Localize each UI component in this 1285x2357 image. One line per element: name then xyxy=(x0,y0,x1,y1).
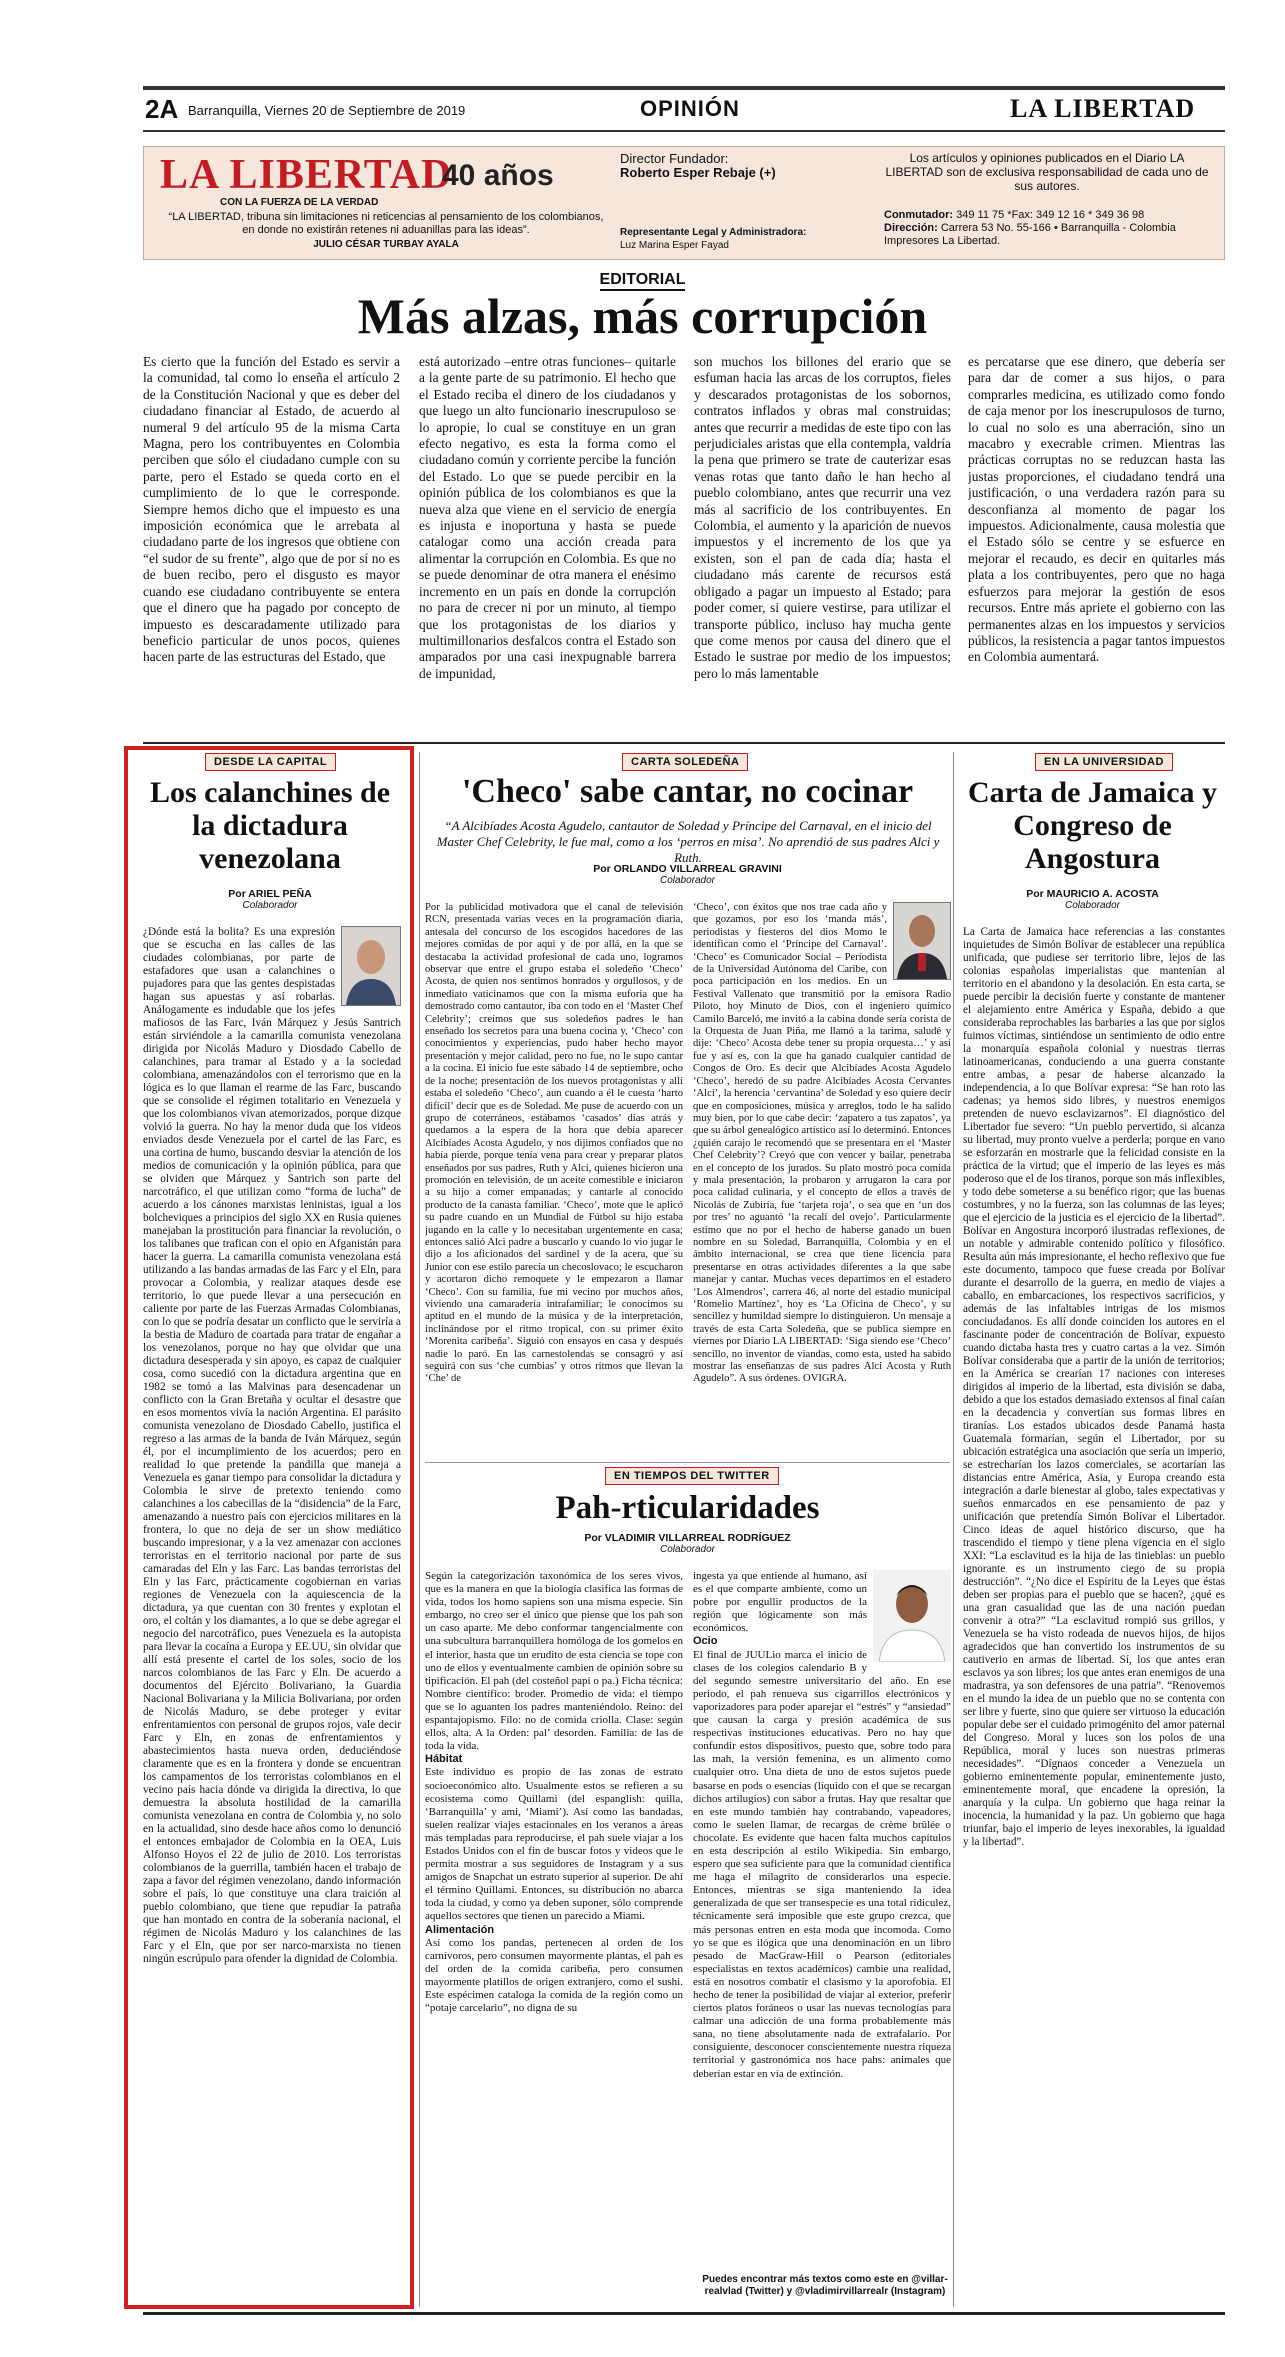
right-article-body xyxy=(963,926,1225,2306)
center-article-title: 'Checo' sabe cantar, no cocinar xyxy=(461,773,914,810)
twitter-article-col-1 xyxy=(425,1570,683,2306)
editorial-column-1 xyxy=(143,354,400,735)
twitter-text-1: Según la categorización taxonómica de los seres vivos, que es la manera en que la biología clasifica las formas de vida, todos los homo sapiens son una misma especie. Sin embargo, no creo ser el único que piense que los pah son un caso aparte. Me debo conformar tangencialmente con una subcultura barranquillera homóloga de los gomelos en el interior, hasta que un erudito de esta ciencia se tope con uno de ellos y eventualmente cambien de opinión sobre su tipificación. El pah (del costeñol papi o pa.) Ficha técnica: Nombre científico: broder. Promedio de vida: el tiempo que se lo aguanten los padres manteniéndolo. Reino: del espantajopismo. Filo: no de comida criolla. Clase: según ellos, alta. A la Orden: pal’ desorden. Familia: de las de toda la vida. xyxy=(425,1570,683,1753)
right-byline-author: Por MAURICIO A. ACOSTA xyxy=(1026,888,1159,900)
author-portrait-icon xyxy=(873,1570,951,1662)
center-byline-role: Colaborador xyxy=(659,875,716,886)
center-article-text-2: ‘Checo’, con éxitos que nos trae cada año y que gozamos, por eso los ‘manda más’, periodistas y fiesteros del dios Momo le identifican como el ‘Príncipe del Carnaval’. ‘Checo’ es Comunicador Social – Periodista de la Universidad Autónoma del Caribe, con poca participación en los medios. En un Festival Vallenato que transmitió por la emisora Radio Piloto, hoy Minuto de Dios, con el ingeniero químico Camilo Barceló, me invitó a la cabina donde sería corista de la Orquesta de Juan Piña, me llamó a la tarima, saludé y dije: ‘Checo’ Acosta debe tener su propia orquesta…’ y así fue y así es, con la que ha ganado cualquier cantidad de Congos de Oro. Es decir que Alcibíades Acosta Agudelo ‘Checo’, heredó de su padre Alcibíades Acosta Cervantes ‘Alci’, la herencia ‘cervantina’ de Soledad y eso quiere decir que en composiciones, música y arreglos, todo le ha salido muy bien, por lo que cabe decir: ‘zapatero a tus zapatos’, ya que su árbol genealógico artístico así lo determinó. Entonces ¿quién carajo le recomendó que se presentara en el ‘Master Chef Celebrity’? Creyó que con vencer y bailar, penetraba en el concepto de los jurados. Su plato mostró poca comida y mala presentación, la probaron y arrugaron la cara por poca calidad culinaria, y el concepto de ellos a través de Nicolás de Zubiría, fue ‘tarjeta roja’, o sea que en ‘un dos por tres’ no aguantó ‘la recalí del ovejo’. Particularmente estimo que no por el hecho de haberse ganado un buen nombre en su Soledad, Barranquilla, Colombia y en el ámbito internacional, se crea que tiene licencia para presentarse en otras actividades diferentes a la que sabe manejar y cantar. Muchas veces departimos en el estadero ‘Los Almendros’, carrera 46, al norte del estadio municipal ‘Romelio Martínez’, hoy es ‘La Oficina de Checo’, y su sencillez y humildad siempre lo distinguieron. Un mensaje a través de esta Carta Soledeña, que se publica siempre en viernes por Diario LA LIBERTAD: ‘Siga siendo ese ‘Checo’ sencillo, no inventor de viandas, como esta, usted ha sabido mostrar las enseñanzas de sus padres Alci Acosta y Ruth Agudelo”. A sus órdenes. OVIGRA. xyxy=(693,902,951,1385)
right-article-text: La Carta de Jamaica hace referencias a las constantes inquietudes de Simón Bolívar de establecer una república unificada, que pudiese ser territorio libre, lejos de las colonias españolas imperialistas que mantenían al territorio en el abandono y la desolación. En esta carta, se puede percibir la decisión fuerte y constante de mantener el alejamiento entre América y España, debido a que consideraba reprochables las barbaries a las que por siglos fuimos víctimas, sintiéndose un sentimiento de odio entre la monarquía española colonial y nuestras tierras latinoamericanas, conduciendo a una guerra constante entre ambas, a pesar de haberse alcanzado la independencia, a lo que Bolívar expresa: “Se han roto las cadenas; ya hemos sido libres, y nuestros enemigos pretenden de nuevo esclavizarnos”. El diagnóstico del Libertador fue severo: “Un pueblo pervertido, si alcanza su libertad, muy pronto vuelve a perderla; porque en vano se esforzarán en mostrarle que la felicidad consiste en la práctica de la virtud; que el imperio de las leyes es más poderoso que el de los tiranos, porque son más inflexibles, y todo debe someterse a su benéfico rigor; que las buenas costumbres, y no la fuerza, son las columnas de las leyes; que el ejercicio de la justicia es el ejercicio de la libertad”. Bolívar en Angostura incorporó ilustradas reflexiones, de un notable y admirable contenido político y filosófico. Resulta aún más impresionante, el hecho reflexivo que fue este documento, tampoco que fuese creada por Bolívar durante el desarrollo de la guerra, en medio de viajes a caballo, en embarcaciones, los respectivos sacrificios, y además de las infaltables intrigas de los mismos conciudadanos. Es allí donde coinciden los autores en el fascinante poder de concentración de Bolívar, expuesto cuando dictaba hasta tres y cuatro cartas a la vez. Simón Bolívar consideraba que a partir de la unión de territorios; en la América se crearían 17 naciones con intereses dirigidos al imperio de la libertad, esta división se daba, debido a que los estados demasiado extensos al final caían en la decadencia y convertían sus formas libres en tiranías. Los estados ubicados desde Panamá hasta Guatemala formarían, según el Libertador, por su ubicación estratégica una asociación que sería un imperio, se estrecharían los lazos comerciales, se acortarían las distancias entre América, Asia, y Europa creando esta integración a darle bienestar al globo, tales expectativas y sueños enmarcados en ese pensamiento de paz y unificación que pretendía Simón Bolívar el Libertador. Cinco ideas de aquel histórico discurso, que ha trascendido el tiempo y tiene plena vigencia en el siglo XXI: “La esclavitud es la hija de las tinieblas: un pueblo ignorante es un instrumento ciego de su propia destrucción”. “¿No dice el Espíritu de la Leyes que éstas deben ser propias para el pueblo que se hacen?, ¿qué es una gran casualidad que las de una nación puedan convenir a otra?” “La esclavitud rompió sus grillos, y Venezuela se ha visto rodeada de nuevos hijos, de hijos agradecidos que han convertido los instrumentos de su cautiverio en armas de libertad. Sí, los que antes eran esclavos ya son libres; los que antes eran enemigos de una madrastra, ya son defensores de una patria”. “Renovemos en el mundo la idea de un pueblo que no se contenta con ser libre y fuerte, sino que quiere ser virtuoso la educación popular debe ser el cuidado primogénito del amor paternal del Congreso. Moral y luces son los polos de una República, moral y luces son nuestras primeras necesidades”. “Dígnaos conceder a Venezuela un gobierno eminentemente popular, eminentemente justo, eminentemente moral, que encadene la opresión, la anarquía y la culpa. Un gobierno que haga reinar la inocencia, la humanidad y la paz. Un gobierno que haga triunfar, bajo el imperio de leyes inexorables, la igualdad y la libertad”. xyxy=(963,926,1225,1848)
top-rule xyxy=(143,86,1225,90)
center-deck: “A Alcibíades Acosta Agudelo, cantautor de Soledad y Príncipe del Carnaval, en el inicio del Master Chef Celebrity, le fue mal, como a los ‘perros en misa’. No aprendió de sus padres Alci y Ruth. xyxy=(436,818,940,865)
twitter-subhead-habitat: Hábitat xyxy=(425,1753,463,1766)
center-article-col-1 xyxy=(425,902,683,1455)
issue-date: Barranquilla, Viernes 20 de Septiembre de 2019 xyxy=(188,103,466,118)
editorial-text-1: Es cierto que la función del Estado es servir a la comunidad, tal como lo enseña el artículo 2 de la Constitución Nacional y que es deber del ciudadano financiar al Estado, de acuerdo al numeral 9 del artículo 95 de la misma Carta Magna, pero los contribuyentes en Colombia perciben que sólo el ciudadano cumple con su parte, pero el Estado se queda corto en el cumplimiento de lo que le corresponde. Siempre hemos dicho que el impuesto es una imposición económica que le arrebata al ciudadano parte de los ingresos que obtiene con “el sudor de su frente”, algo que de por sí no es de buen recibo, pero el disgusto es mayor cuando ese ciudadano contribuyente se entera que el dinero que ha pagado por concepto de impuesto es descaradamente utilizado para beneficio particular de unos pocos, quienes hacen parte de las estructuras del Estado, que xyxy=(143,354,400,665)
center-byline xyxy=(425,863,950,886)
director-name: Roberto Esper Rebaje (+) xyxy=(620,165,776,180)
direccion-label: Dirección: xyxy=(884,222,938,234)
impresores: Impresores La Libertad. xyxy=(884,235,1001,247)
right-byline xyxy=(960,888,1225,911)
section-name: OPINIÓN xyxy=(640,96,740,121)
center-author-photo xyxy=(893,902,951,980)
twitter-text-1c: Así como los pandas, pertenecen al orden de los carnívoros, pero consumen mayormente plantas, el pah es del orden de la comida caribeña, pero consumen mayormente platillos de origen extranjero, como el sushi. Este espécimen cataloga la comida de la región como un “potaje carcelario”, no digna de su xyxy=(425,1936,683,2015)
editorial-bottom-rule xyxy=(143,742,1225,744)
left-kicker: DESDE LA CAPITAL xyxy=(205,753,336,771)
column-divider-left xyxy=(419,752,420,2307)
masthead-disclaimer: Los artículos y opiniones publicados en el Diario LA LIBERTAD son de exclusiva responsabilidad de cada uno de sus autores. xyxy=(885,151,1209,193)
brand-name: LA LIBERTAD xyxy=(1010,94,1196,123)
editorial-text-4: es percatarse que ese dinero, que debería ser para dar de comer a sus hijos, o para comprarles medicina, es utilizado como fondo de caja menor por los inescrupulosos de turno, lo cual no solo es una aberración, sino un macabro y execrable crimen. Mientras las prácticas corruptas no se reduzcan hasta las justas proporciones, el ciudadano tendrá una justificación, o una verdadera razón para su desconfianza al momento de pagar los impuestos. Adicionalmente, causa molestia que el Estado sólo se centre y se esfuerce en mejorar el recaudo, es decir en quitarles más plata a los contribuyentes, pero que no haga esfuerzos para mejorar la gestión de esos recursos. Entre más apriete el gobierno con las permanentes alzas en los impuestos y servicios públicos, la resistencia a pagar tantos impuestos en Colombia aumentará. xyxy=(968,354,1225,665)
center-article-text-1: Por la publicidad motivadora que el canal de televisión RCN, presentada varias veces en la programación diaria, antesala del concurso de los escogidos hacedores de las mejores comidas de por aquí y de por allá, en la que se destacaba la actividad profesional de cada uno, logramos observar que entre el grupo estaba el soledeño ‘Checo’ Acosta, de quien nos sentimos honrados y orgullosos, y de inmediato vaticinamos que con la misma euforia que ha demostrado como cantautor, iba con todo en el ‘Master Chef Celebrity’; creímos que sus soledeños padres le han enseñado los secretos para una buena cocina y, ‘Checo’ con conocimientos y experiencias, pudo haber hecho mayor presentación y mejor calidad, pero no fue, no le supo cantar a la cocina. El inicio fue este sábado 14 de septiembre, ocho de la noche; presentación de los nuevos protagonistas y allí estaba el soledeño ‘Checo’, aun cuando a él le cuesta ‘harto difícil’ decir que es de Soledad. Me puse de acuerdo con un grupo de coterráneos, estábamos ‘casados’ días atrás y quedamos a la espera de la hora que debía aparecer Alcibíades Acosta Agudelo, y nos dijimos confiados que no había pierde, porque tenía vena para crear y preparar platos enseñados por sus padres, Ruth y Alci, quienes hicieron una promoción en televisión, de un aceite comestible e iniciaron a su hijo a comer empanadas; y cantarle al conocido producto de la canasta familiar. ‘Checo’, mote que le aplicó su padre cuando en un Mundial de Fútbol su hijo estaba jugando en la calle y lo necesitaban urgentemente en casa; entonces salió Alci padre a buscarlo y cuando lo vio jugar le dijo a los aficionados del sardinel y de la acera, que su Junior con ese estilo parecía un checoslovaco; le escucharon y acortaron dicho remoquete y le empezaron a llamar ‘Checo’. Con su familia, fue mi vecino por muchos años, viviendo una camaradería intrafamiliar; le conocimos su aptitud en el mundo de la música y de la interpretación, inclinándose por el ritmo tropical, con su primer éxito ‘Morenita caribeña’. Siguió con ensayos en casa y después nadie lo paró. En las carnestolendas se consagró y así seguirá con sus ‘che cumbias’ y otros ritmos que llevan la ‘Che’ de xyxy=(425,902,683,1385)
masthead-quote: “LA LIBERTAD, tribuna sin limitaciones ni reticencias al pensamiento de los colombianos, en donde no existirán retenes ni aduanillas para las ideas”. xyxy=(168,211,604,236)
left-article-title: Los calanchines de la dictadura venezolana xyxy=(149,776,391,875)
rep-label: Representante Legal y Administradora: xyxy=(620,227,807,238)
twitter-article-title: Pah-rticularidades xyxy=(555,1490,820,1526)
masthead-quote-author: JULIO CÉSAR TURBAY AYALA xyxy=(313,239,459,250)
center-byline-author: Por ORLANDO VILLARREAL GRAVINI xyxy=(593,863,782,875)
editorial-column-2 xyxy=(419,354,676,735)
masthead-contact xyxy=(884,209,1214,248)
page-bottom-rule xyxy=(143,2312,1225,2315)
conmutador-label: Conmutador: xyxy=(884,209,954,221)
masthead-logo: LA LIBERTAD xyxy=(160,152,453,198)
direccion-value: Carrera 53 No. 55-166 • Barranquilla - Colombia xyxy=(940,222,1176,234)
editorial-title: Más alzas, más corrupción xyxy=(357,288,928,344)
center-article-col-2 xyxy=(693,902,951,1455)
twitter-footer-note: Puedes encontrar más textos como este en @villar-realvlad (Twitter) y @vladimirvillarrealr (Instagram) xyxy=(702,2274,948,2297)
twitter-kicker: EN TIEMPOS DEL TWITTER xyxy=(605,1467,779,1485)
editorial-text-3: son muchos los billones del erario que se esfuman hacia las arcas de los corruptos, fieles y descarados protagonistas de los sobornos, contratos inflados y obras mal construidas; antes que recurrir a medidas de este tipo con las perjudiciales aristas que ella contempla, valdría la pena que primero se trate de cauterizar esas venas rotas que tanto daño le han hecho al pueblo colombiano, antes que recurrir una vez más al sacrificio de los contribuyentes. En Colombia, el aumento y la aparición de nuevos impuestos y el incremento de los que ya existen, son el pan de cada día; hasta el ciudadano más carente de recursos está obligado a pagar un impuesto al Estado; para poder comer, si quiere vestirse, para utilizar el transporte público, incluso hay mucha gente que come menos por causa del dinero que el Estado le sustrae por medio de los impuestos; pero lo más lamentable xyxy=(694,354,951,681)
editorial-label-text: EDITORIAL xyxy=(600,271,686,291)
left-byline-author: Por ARIEL PEÑA xyxy=(228,888,312,900)
twitter-text-2b: El final de JUULio marca el inicio de clases de los colegios calendario B y del segundo semestre universitario del año. En ese periodo, el pah renueva sus cigarrillos electrónicos y vaporizadores para poder aparejar el “estrés” y “ansiedad” que causan la carga y presión académica de sus respectivas instituciones educativas. Pero no hay que confundir estos dispositivos, puesto que, sobre todo para las mah, la versión femenina, es un alimento como cualquier otro. Una dieta de uno de estos sujetos puede basarse en pods o esencias (líquido con el que se recargan dichos artilugios) con sabor a frutas. Hay que resaltar que en este mundo también hay contrabando, vapeadores, como le suelen llamar, de recargas de crème brûlée o chocolate. Es evidente que hacen falta muchos capítulos en esta descripción al estilo Wikipedia. Sin embargo, espero que sea suficiente para que la comunidad científica me haga el milagrito de considerarlos una especie. Entonces, mientras se siga manteniendo la idea generalizada de que ser transespecie es una total ridiculez, técnicamente será imposible que este grupo crezca, que más personas entren en esta moda que incomoda. Como yo se que es ilógica que una denominación en un libro pesado de MacGraw-Hill o Pearson (editoriales especialistas en textos académicos) cambie una realidad, está en nosotros combatir el clasismo y la aporofobia. El hecho de tener la posibilidad de viajar al exterior, preferir ciertos platos foráneos o usar las nuevas tecnologías para calmar una adicción de una forma probablemente más sana, no tiene absolutamente nada de extrafalario. Por consiguiente, desconocer conscientemente nuestra riqueza territorial y gastronómica nos hace pahs: animales que deberían estar en vía de extinción. xyxy=(693,1648,951,2080)
twitter-byline-author: Por VLADIMIR VILLARREAL RODRÍGUEZ xyxy=(584,1532,791,1544)
editorial-text-2: está autorizado –entre otras funciones– quitarle a la gente parte de su patrimonio. El hecho que el Estado reciba el dinero de los ciudadanos y que luego un alto funcionario inescrupuloso se lo apropie, lo cual se constituye en un gran efecto negativo, es esta la forma como el ciudadano común y corriente percibe la función del Estado. Lo que se puede percibir en la opinión pública de los colombianos es que la nueva alza que viene en el servicio de energía es injusta e inoportuna y hasta se puede catalogar como una acción creada para alimentar la corrupción en Colombia. Es que no se puede denominar de otra manera el enésimo incremento en un país en donde la corrupción no para de crecer ni por un minuto, al tiempo que los protagonistas de los diarios y multimillonarios desfalcos contra el Estado son amparados por una casi inexpugnable barrera de impunidad, xyxy=(419,354,676,681)
twitter-byline xyxy=(425,1532,950,1555)
center-kicker: CARTA SOLEDEÑA xyxy=(622,753,748,771)
masthead-slogan: CON LA FUERZA DE LA VERDAD xyxy=(220,197,379,208)
right-byline-role: Colaborador xyxy=(1064,900,1121,911)
twitter-subhead-alimentacion: Alimentación xyxy=(425,1923,495,1936)
author-portrait-icon xyxy=(342,927,400,1005)
right-article-title: Carta de Jamaica y Congreso de Angostura xyxy=(967,776,1218,875)
left-article-text: ¿Dónde está la bolita? Es una expresión que se escucha en las calles de las ciudades colombianas, por parte de estafadores que usan a calanchines o pujadores para que las gentes despistadas hagan sus apuestas y así robarlas. Análogamente es indudable que los jefes mafiosos de las Farc, Iván Márquez y Jesús Santrich están sirviéndole a la camarilla comunista venezolana dirigida por Nicolás Maduro y Diosdado Cabello de calanchines, para tramar al Estado y a la sociedad colombiana, amenazándolos con el terrorismo que en la lógica es lo que llaman el rearme de las Farc, buscando que se consolide el régimen totalitario en Venezuela y que los colombianos vivan atemorizados, porque dizque volvió la guerra. No hay la menor duda que los videos enviados desde Venezuela por el cartel de las Farc, es una cortina de humo, buscando desviar la atención de los medios de comunicación y la opinión pública, para que se olviden que Márquez y Santrich son parte del narcotráfico, el que utilizan como “forma de lucha” de acuerdo a los cánones marxistas leninistas, igual a los bolcheviques a principios del siglo XX en Rusia quienes manejaban la prostitución para financiar la revolución, o los talibanes que trafican con el opio en Afganistán para hacer la guerra. La camarilla comunista venezolana está utilizando a las bandas armadas de las Farc y el Eln, para provocar a Colombia, y realizar ataques desde ese territorio, lo que puede llevar a una persecución en caliente por parte de las Fuerzas Armadas Colombianas, con lo que se podría desatar un conflicto que le serviría a la bestia de Maduro de coartada para tratar de engañar a los venezolanos, porque no hay que olvidar que una dictadura desesperada y sin apoyo, es capaz de cualquier cosa, como sucedió con la dictadura argentina que en 1982 se tomó a las Malvinas para desencadenar un conflicto con la Gran Bretaña y ocultar el desastre que en esos momentos vivía la nación Argentina. El parásito comunista venezolano de Diosdado Cabello, justifica el regreso a las armas de la banda de Iván Márquez, según él, por el incumplimiento de los acuerdos; pero en realidad lo que pretende la pandilla que maneja a Venezuela es ganar tiempo para consolidar la dictadura y Colombia le sirve de pretexto teniendo como calanchines a los cabecillas de la “disidencia” de la Farc, amenazando a nuestro país con ejercicios militares en la frontera, lo que no deja de ser un show mediático buscando impresionar, y a la vez amenazar con acciones terroristas en el territorio nacional por parte de sus camaradas del Eln y las Farc. Las bandas terroristas del Eln y las Farc, prácticamente cogobiernan en varias regiones de Venezuela con la aquiescencia de la dictadura, ya que cuentan con 30 frentes y explotan el oro, el coltán y los diamantes, a lo que se debe agregar el negocio del narcotráfico, pues Venezuela es la autopista para llevar la cocaína a Europa y EE.UU, sin olvidar que allí está presente el cartel de los soles, socio de los narcos colombianos de las Farc y Eln. De acuerdo a documentos del Ejército Bolivariano, la Guardia Nacional Bolivariana y la Milicia Bolivariana, por orden de Nicolás Maduro, se debe proteger y evitar enfrentamientos con personal de grupos rojos, vale decir Farc y Eln, en zonas de enfrentamientos y abastecimientos hasta nueva orden, deduciéndose claramente que es en la frontera y donde se encuentran los campamentos de los terroristas colombianos en el vecino país hacia dónde va dirigida la directiva, lo que demuestra la absoluta hostilidad de la camarilla comunista venezolana en contra de Colombia y, no solo en la actualidad, sino desde hace años como lo denunció el entonces embajador de Colombia en la OEA, Luis Alfonso Hoyos el 22 de julio de 2010. Los terroristas colombianos de la guerrilla, también hacen el trabajo de zapa a favor del régimen venezolano, dando información sobre el país, lo que constituye una clara traición al pueblo colombiano, que tiene que repudiar la patraña que han montado en contra de la soberanía nacional, el régimen de Nicolás Maduro y los calanchines de las Farc y el Eln, que por ser narco-marxista no tienen ningún escrúpulo para ofender la dignidad de Colombia. xyxy=(143,926,401,1965)
column-divider-right xyxy=(953,752,954,2307)
author-portrait-icon xyxy=(894,903,950,979)
right-kicker: EN LA UNIVERSIDAD xyxy=(1035,753,1173,771)
left-byline-role: Colaborador xyxy=(242,900,298,911)
page-number: 2A xyxy=(145,94,179,124)
twitter-text-1b: Este individuo es propio de las zonas de estrato socioeconómico alto. Usualmente estos se refieren a su ecosistema como Quillami (del espanglish: quilla, ‘Barranquilla’ y ami, ‘Miami’). Así como las bandadas, suelen realizar viajes estacionales en los veranos a áreas más templadas para reproducirse, el pah suele viajar a los Estados Unidos con el fin de buscar fotos y videos que le permita mostrar a sus seguidores de Instagram y a sus amigos de Snapchat un estrato superior al superior. De ahí el término Quillami. Entonces, su distribución no abarca toda la ciudad, y como ya deben suponer, sólo comprende aquellos sectores que tienen un parecido a Miami. xyxy=(425,1766,683,1923)
conmutador-value: 349 11 75 *Fax: 349 12 16 * 349 36 98 xyxy=(956,209,1145,221)
twitter-author-photo xyxy=(873,1570,951,1662)
left-author-photo xyxy=(341,926,401,1006)
editorial-column-4 xyxy=(968,354,1225,735)
left-article-body xyxy=(143,926,401,2296)
twitter-text-2: ingesta ya que entiende al humano, así es el que comparte ambiente, como un pobre por engullir productos de la región que lógicamente son más económicos. xyxy=(693,1570,867,1635)
left-byline xyxy=(140,888,400,911)
twitter-subhead-ocio: Ocio xyxy=(693,1635,718,1648)
twitter-byline-role: Colaborador xyxy=(659,1544,716,1555)
masthead-years: 40 años xyxy=(442,159,554,192)
twitter-article-col-2 xyxy=(693,1570,951,2270)
editorial-column-3 xyxy=(694,354,951,735)
twitter-top-rule xyxy=(425,1462,950,1463)
rep-name: Luz Marina Esper Fayad xyxy=(620,240,729,251)
director-label: Director Fundador: xyxy=(620,151,729,166)
top-rule-bottom xyxy=(143,130,1225,132)
masthead xyxy=(143,146,1225,260)
